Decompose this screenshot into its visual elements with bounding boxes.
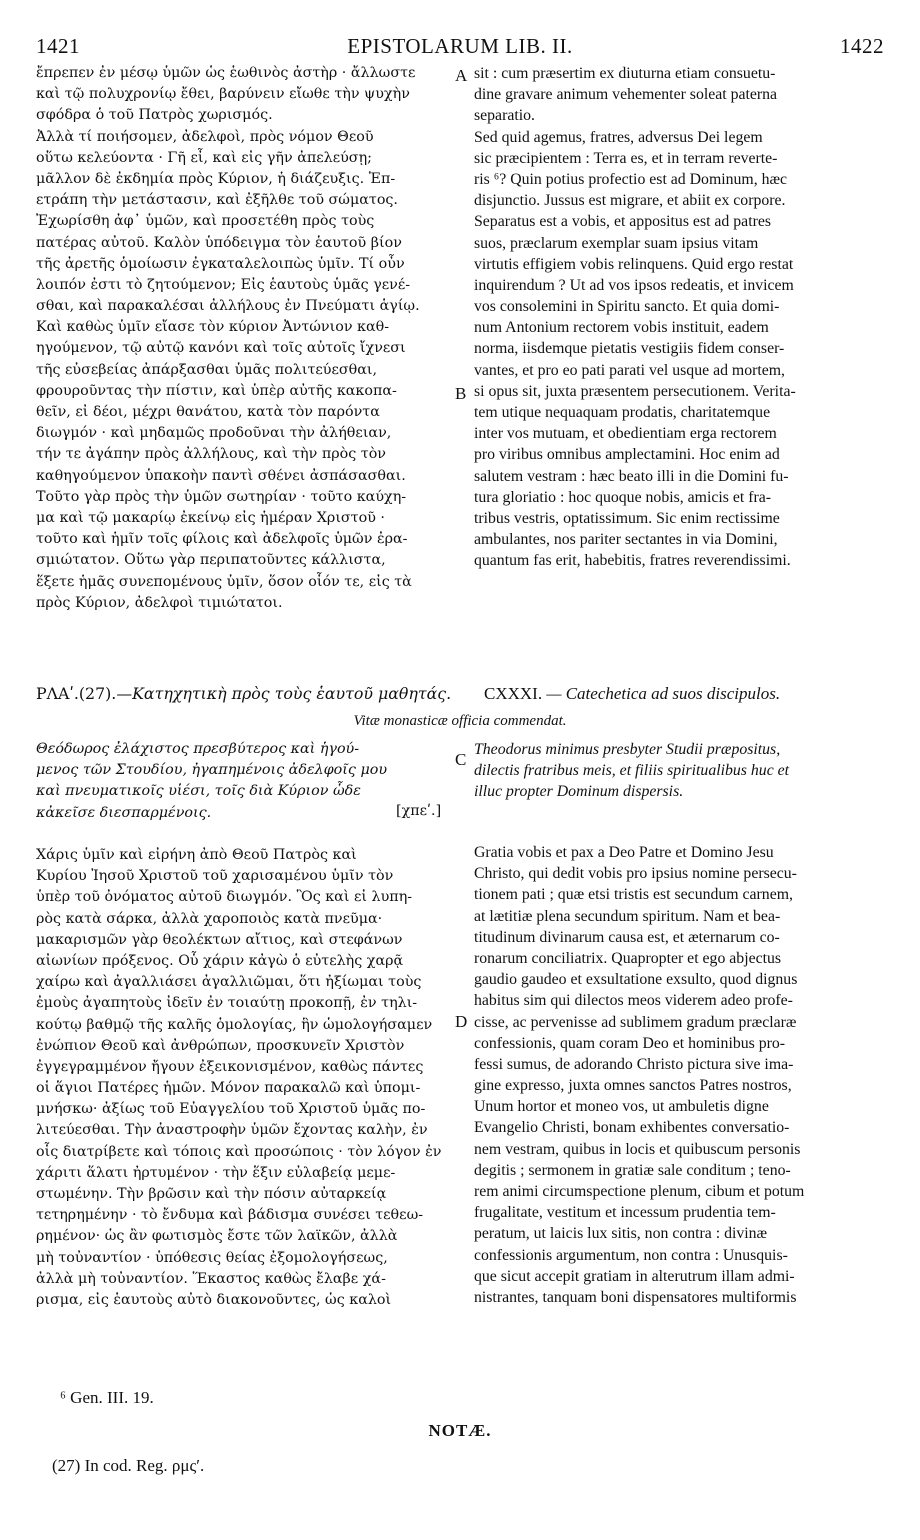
running-head [36,34,884,62]
scripture-footnote: ⁶ Gen. III. 19. [60,1388,154,1407]
greek-reference: [χπεʹ.] [396,803,442,819]
latin-column-top [474,63,886,572]
text-line: διωγμόν · καὶ μηδαμῶς προδοῦναι τὴν ἀλήθειαν, [36,425,392,442]
text-line: τῆς ἀρετῆς ὁμοίωσιν ἐγκαταλελοιπὼς ὑμῖν. Τί οὖν [36,255,405,272]
text-line: τοῦτο καὶ ἡμῖν τοῖς φίλοις καὶ ἀδελφοῖς ὑμῶν ἐρα- [36,531,408,548]
greek-column-body [36,845,456,1311]
text-line: rem animi circumspectione plenum, cibum et potum [474,1183,805,1200]
text-line: at lætitiæ plena secundum spiritum. Nam et bea- [474,907,781,925]
page-number-right: 1422 [840,34,884,58]
text-line: μᾶλλον δὲ ἐκδημία πρὸς Κύριον, ἡ διάζευξις. Ἐπ- [36,170,396,187]
text-line: καὶ πνευματικοῖς υἱέσι, τοῖς διὰ Κύριον ὧδε [36,783,361,800]
text-line: frugalitate, vestitum et incessum prudentia tem- [474,1204,776,1222]
text-line: σφόδρα ὁ τοῦ Πατρὸς χωρισμός. [36,107,273,124]
text-line: φρουροῦντας τὴν πίστιν, καὶ ὑπὲρ αὐτῆς κακοπα- [36,382,397,399]
text-line: salutem vestram : hæc beato illi in die Domini fu- [474,467,789,485]
greek-address [36,739,456,824]
letter-subtitle: Vitæ monasticæ officia commendat. [353,713,567,729]
text-line: tura gloriatio : hoc quoque nobis, amicis et fra- [474,488,771,506]
text-line: confessionis, quam coram Deo et hominibus pro- [474,1034,786,1052]
text-line: πρὸς Κύριον, ἀδελφοὶ τιμιώτατοι. [36,594,283,611]
note-27: (27) In cod. Reg. ρμςʹ. [52,1456,205,1475]
text-line: ἐγγεγραμμένον ἤγουν ἐξεικονισμένον, καθὼς πάντες [36,1058,424,1075]
text-line: gine expresso, juxta omnes sanctos Patres nostros, [474,1077,792,1095]
text-line: titudinum divinarum causa est, et æternarum co- [474,928,780,946]
text-line: sic præcipientem : Terra es, et in terram reverte- [474,149,778,167]
text-line: quantum fas erit, habebitis, fratres reverendissimi. [474,552,791,570]
text-line: ἀλλὰ μὴ τοὐναντίον. Ἕκαστος καθὼς ἔλαβε χά- [36,1270,386,1287]
greek-heading [36,684,451,703]
text-line: λιτεύεσθαι. Τὴν ἀναστροφὴν ὑμῶν ἔχοντας καλὴν, ἐν [36,1122,428,1139]
text-line: disjunctio. Jussus est migrare, et abiit ex corpore. [474,192,786,210]
text-line: sit : cum præsertim ex diuturna etiam consuetu- [474,65,776,82]
text-line: vos consolemini in Spiritu sancto. Et quia domi- [474,298,780,316]
text-line: σμιώτατον. Οὕτω γὰρ περιπατοῦντες κάλλιστα, [36,552,386,569]
text-line: στωμένην. Τὴν βρῶσιν καὶ τὴν πόσιν αὐταρκείᾳ [36,1186,387,1202]
latin-letter-title: — Catechetica ad suos discipulos. [546,684,781,703]
latin-letter-number: CXXXI. [484,684,543,703]
text-line: norma, iisdemque pietatis vestigiis fidem conser- [474,340,785,358]
text-line: ris ⁶? Quin potius profectio est ad Dominum, hæc [474,170,788,188]
text-line: inter vos mutuam, et obedientiam erga rectorem [474,425,777,443]
text-line: ρημένον· ὡς ἂν φωτισμὸς ἔστε τῶν λαϊκῶν, ἀλλὰ [36,1228,398,1245]
text-line: separatio. [474,107,535,125]
text-line: num Antonium rectorem vobis instituit, eadem [474,319,769,337]
text-line: tribus vestris, optatissimum. Sic enim rectissime [474,509,780,527]
text-line: μα καὶ τῷ μακαρίῳ ἐκείνῳ εἰς ἡμέραν Χριστοῦ · [36,509,385,526]
text-line: fessi sumus, de adorando Christo pictura sive ima- [474,1055,794,1073]
text-line: confessionis argumentum, non contra : Unusquis- [474,1246,788,1264]
text-line: οὕτω κελεύοντα · Γῆ εἶ, καὶ εἰς γῆν ἀπελεύσῃ; [36,149,372,166]
text-line: ἐμοὺς ἀγαπητοὺς ἰδεῖν ἐν τοιαύτῃ προκοπῇ, ἐν τηλι- [36,995,418,1012]
text-line: ambulantes, nos pariter sectantes in via Domini, [474,531,778,549]
text-line: μακαρισμῶν γὰρ θεολέκτων αἴτιος, καὶ στεφάνων [36,931,403,948]
text-line: illuc propter Dominum dispersis. [474,783,684,801]
text-line: οἷς διατρίβετε καὶ τόποις καὶ προσώποις · τὸν λόγον ἐν [36,1143,442,1160]
text-line: Theodorus minimus presbyter Studii præpositus, [474,741,781,758]
text-line: χάριτι ἅλατι ἠρτυμένον · τὴν ἕξιν εὐλαβείᾳ μεμε- [36,1164,396,1181]
margin-marker-d: D [455,1012,468,1031]
text-line: pro viribus omnibus amplectamini. Hoc enim ad [474,446,780,464]
text-line: ἔπρεπεν ἐν μέσῳ ὑμῶν ὡς ἑωθινὸς ἀστὴρ · ἄλλωστε [36,65,416,81]
text-line: Ἐχωρίσθη ἀφ᾽ ὑμῶν, καὶ προσετέθη πρὸς τοὺς [36,213,375,230]
text-line: οἱ ἅγιοι Πατέρες ἡμῶν. Μόνον παρακαλῶ καὶ ὑπομι- [36,1080,421,1097]
text-line: ὑπὲρ τοῦ ὀνόματος αὐτοῦ διωγμόν. Ὃς καὶ εἰ λυπη- [36,889,413,906]
text-line: Gratia vobis et pax a Deo Patre et Domino Jesu [474,844,774,861]
margin-marker-c: C [455,750,467,769]
text-line: cisse, ac pervenisse ad sublimem gradum præclaræ [474,1013,797,1031]
text-line: κἀκεῖσε διεσπαρμένοις. [36,804,212,821]
text-line: τήν τε ἀγάπην πρὸς ἀλλήλους, καὶ τὴν πρὸς τὸν [36,446,387,463]
text-line: peratum, ut laicis lux sitis, non contra : divinæ [474,1225,768,1243]
notae-heading: NOTÆ. [428,1421,492,1440]
text-line: μενος τῶν Στουδίου, ἠγαπημένοις ἀδελφοῖς μου [36,762,388,779]
text-line: nistrantes, tanquam boni dispensatores multiformis [474,1288,797,1306]
greek-letter-title: —Κατηχητικὴ πρὸς τοὺς ἑαυτοῦ μαθητάς. [116,684,452,703]
text-line: nem vestram, quibus in locis et quibuscum personis [474,1140,801,1158]
text-line: τῆς εὐσεβείας ἀπάρξασθαι ὑμᾶς πολιτεύεσθαι, [36,361,378,378]
text-line: Θεόδωρος ἐλάχιστος πρεσβύτερος καὶ ἡγού- [36,741,360,757]
text-line: inquirendum ? Ut ad vos ipsos redeatis, et invicem [474,276,794,294]
text-line: ρισμα, εἰς ἑαυτοὺς αὐτὸ διακονοῦντες, ὡς καλοὶ [36,1291,392,1308]
text-line: ronarum conciliatrix. Quapropter et ego abjectus [474,949,782,967]
text-line: Τοῦτο γὰρ πρὸς τὴν ὑμῶν σωτηρίαν · τοῦτο καύχη- [36,488,407,505]
text-line: τετηρημένην · τὸ ἔνδυμα καὶ βάδισμα συνέσει τεθεω- [36,1207,424,1224]
text-line: ἕξετε ἡμᾶς συνεπομένους ὑμῖν, ὅσον οἷόν τε, εἰς τὰ [36,573,412,590]
greek-letter-number: ΡΛΑʹ.(27). [36,684,117,703]
text-line: καὶ τῷ πολυχρονίῳ ἔθει, βαρύνειν εἴωθε τὴν ψυχὴν [36,86,410,103]
text-line: κούτῳ βαθμῷ τῆς καλῆς ὁμολογίας, ἣν ὡμολογήσαμεν [36,1016,433,1033]
text-line: αἰωνίων πρόξενος. Οὗ χάριν κἀγὼ ὁ εὐτελὴς χαρᾷ [36,952,404,969]
text-line: dilectis fratribus meis, et filiis spiritualibus huc et [474,762,790,780]
text-line: μὴ τοὐναντίον · ὑπόθεσις θείας ἐξομολογήσεως, [36,1249,388,1266]
text-line: gaudio gaudeo et exsultatione exsulto, quod dignus [474,971,798,989]
letter-heading [36,684,884,712]
text-line: Separatus est a vobis, et appositus est ad patres [474,213,772,231]
text-line: σθαι, καὶ παρακαλέσαι ἀλλήλους ἐν Πνεύματι ἁγίῳ. [36,298,420,315]
text-line: suos, præclarum exemplar suam ipsius vitam [474,234,759,252]
text-line: Κυρίου Ἰησοῦ Χριστοῦ τοῦ χαρισαμένου ὑμῖν τὸν [36,868,394,885]
text-line: que sicut accepit gratiam in alterutrum illam admi- [474,1267,795,1285]
text-line: tem utique nequaquam prodatis, charitatemque [474,404,771,421]
text-line: πατέρας αὐτοῦ. Καλὸν ὑπόδειγμα τὸν ἑαυτοῦ βίον [36,234,402,251]
latin-address [474,739,886,803]
greek-column-top [36,63,456,614]
text-line: Christo, qui dedit vobis pro ipsius nomine persecu- [474,865,797,883]
text-line: dine gravare animum vehementer soleat paterna [474,86,778,104]
text-line: Evangelio Christi, bonam exhibentes conversatio- [474,1119,790,1137]
text-line: habitus sim qui dilectos meos viderem adeo profe- [474,992,793,1010]
text-line: λοιπόν ἐστι τὸ ζητούμενον; Εἰς ἑαυτοὺς ὑμᾶς γενέ- [36,276,411,293]
text-line: si opus sit, juxta præsentem persecutionem. Verita- [474,382,796,400]
latin-column-body [474,842,886,1308]
text-line: καθηγούμενον ὑπακοὴν παντὶ σθένει ἀσπάσασθαι. [36,467,406,484]
text-line: ρὸς κατὰ σάρκα, ἀλλὰ χαροποιὸς κατὰ πνεῦμα· [36,910,383,927]
page-number-left: 1421 [36,34,80,58]
text-line: virtutis effigiem vobis relinquens. Quid ergo restat [474,255,794,273]
text-line: Sed quid agemus, fratres, adversus Dei legem [474,128,763,146]
text-line: tionem pati ; quæ etsi tristis est secundum carnem, [474,886,793,904]
text-line: degitis ; sermonem in gratiæ sale conditum ; teno- [474,1161,791,1179]
latin-heading [484,684,780,704]
text-line: θεῖν, εἰ δέοι, μέχρι θανάτου, κατὰ τὸν παρόντα [36,404,380,420]
text-line: Χάρις ὑμῖν καὶ εἰρήνη ἀπὸ Θεοῦ Πατρὸς καὶ [36,847,357,863]
text-line: Καὶ καθὼς ὑμῖν εἴασε τὸν κύριον Ἀντώνιον καθ- [36,319,390,336]
text-line: ἐνώπιον Θεοῦ καὶ ἀνθρώπων, προσκυνεῖν Χριστὸν [36,1037,405,1054]
text-line: Unum hortor et moneo vos, ut ambuletis digne [474,1098,769,1116]
margin-marker-b: B [455,384,467,403]
text-line: ετράπη τὴν μετάστασιν, καὶ ἐξῆλθε τοῦ σώματος. [36,192,398,209]
text-line: vantes, et pro eo pati parati vel usque ad mortem, [474,361,786,379]
running-title: EPISTOLARUM LIB. II. [347,34,573,58]
text-line: χαίρω καὶ ἀγαλλιάσει ἀγαλλιῶμαι, ὅτι ἠξίωμαι τοὺς [36,974,422,991]
text-line: μνήσκω· ἀξίως τοῦ Εὐαγγελίου τοῦ Χριστοῦ ὑμᾶς πο- [36,1101,426,1118]
text-line: ηγούμενον, τῷ αὐτῷ κανόνι καὶ τοῖς αὐτοῖς ἴχνεσι [36,340,406,357]
text-line: Ἀλλὰ τί ποιήσομεν, ἀδελφοὶ, πρὸς νόμον Θεοῦ [36,128,374,145]
margin-marker-a: A [455,66,468,85]
